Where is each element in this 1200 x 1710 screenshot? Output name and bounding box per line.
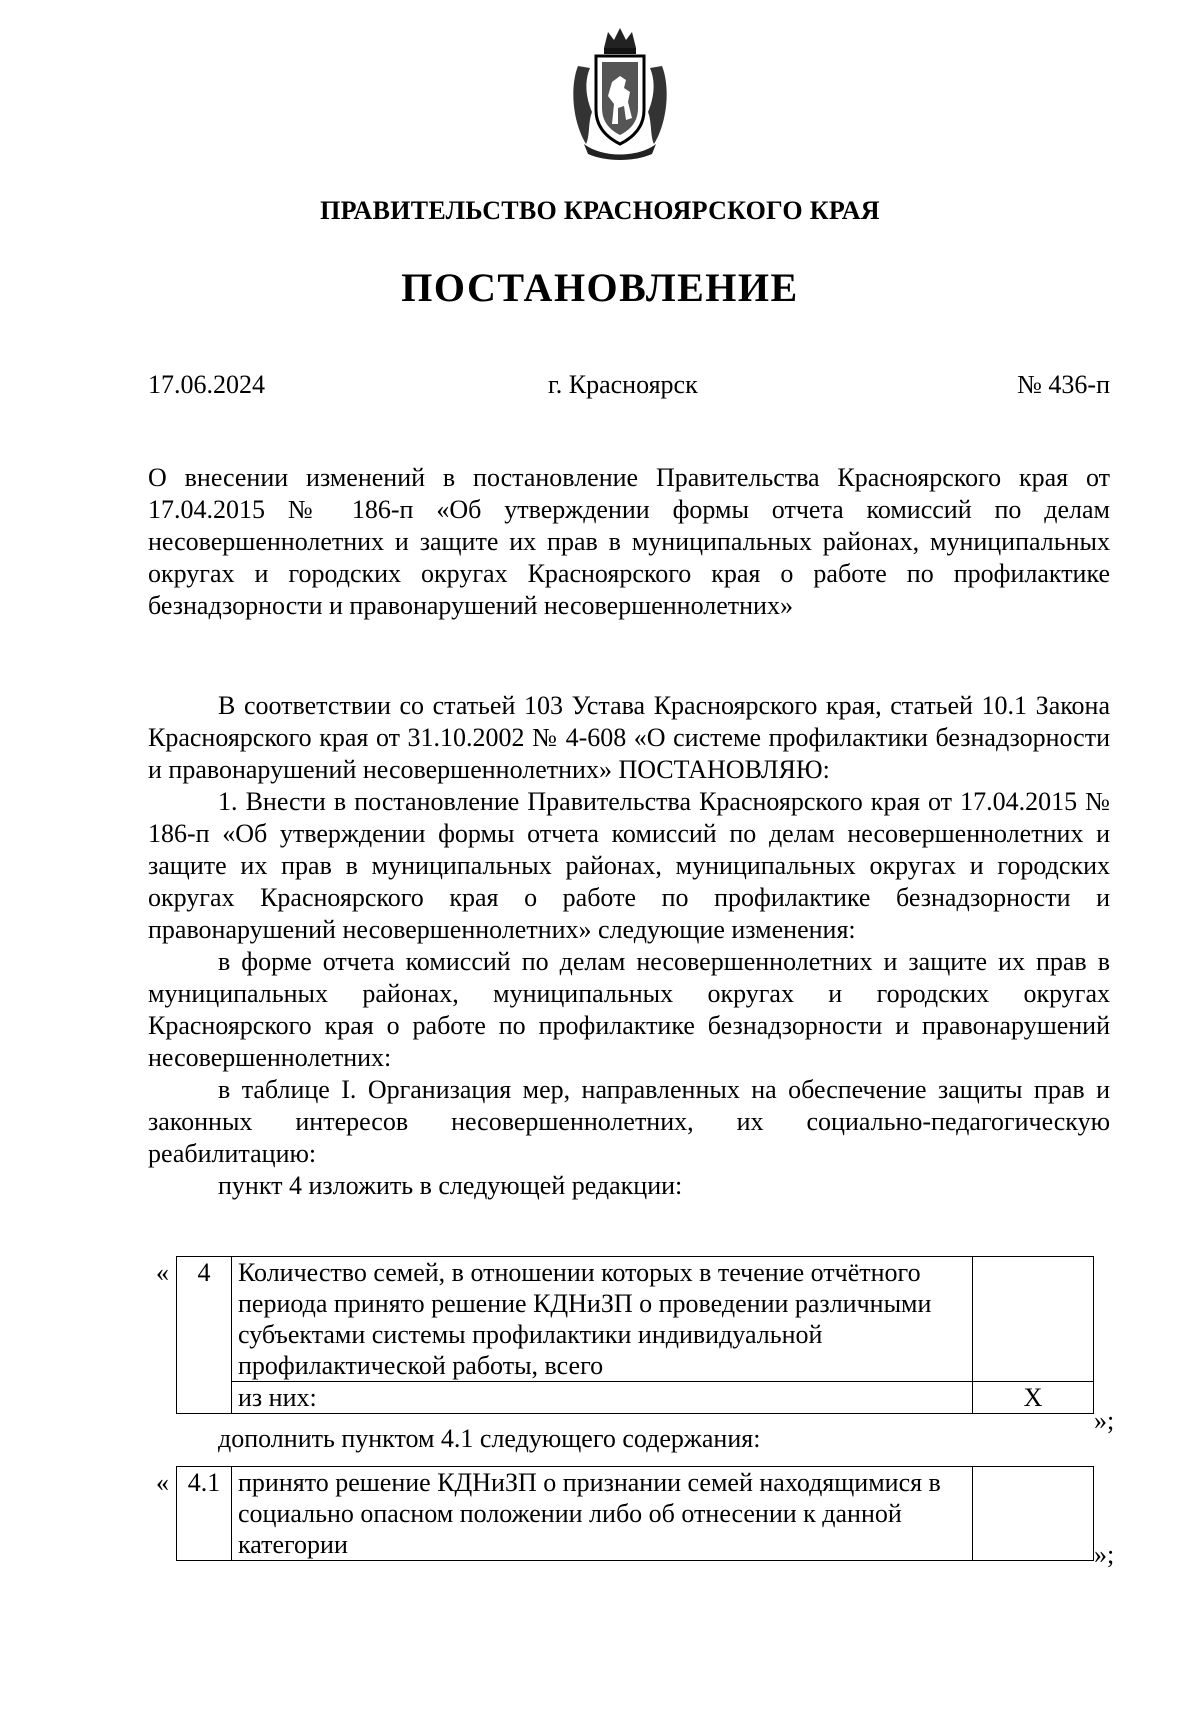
table-1-subtext: из них: [232, 1382, 973, 1414]
point-4-intro: пункт 4 изложить в следующей редакции: [218, 1171, 683, 1200]
table-1-point-text: Количество семей, в отношении которых в течение отчётного периода принято решение КДНиЗП о проведении различными субъектами системы профилактики индивидуальной профилактической работы, всего [232, 1257, 973, 1382]
table-1-value-cell [973, 1257, 1094, 1382]
table-1-point-number: 4 [177, 1257, 232, 1414]
organization-name: ПРАВИТЕЛЬСТВО КРАСНОЯРСКОГО КРАЯ [320, 196, 880, 225]
form-reference-paragraph: в форме отчета комиссий по делам несовершеннолетних и защите их прав в муниципальных районах, муниципальных округах и городских округах Красноярского края о работе по профилактике безнадзорности и правонарушений несовершеннолетних: [148, 947, 1110, 1072]
document-body [148, 690, 1110, 1202]
point-4-1-intro: дополнить пунктом 4.1 следующего содержания: [218, 1424, 761, 1453]
table-2-close-quote: »; [1094, 1540, 1115, 1569]
table-row [177, 1382, 1094, 1414]
document-city: г. Красноярск [548, 370, 698, 399]
table-2-point-text: принято решение КДНиЗП о признании семей находящимися в социально опасном положении либо об отнесении к данной категории [232, 1467, 973, 1561]
document-number: № 436-п [1017, 370, 1110, 399]
table-1-close-quote: »; [1094, 1406, 1115, 1435]
table-2-open-quote: « [156, 1468, 169, 1497]
document-date: 17.06.2024 [148, 370, 265, 399]
item-1-paragraph: 1. Внести в постановление Правительства Красноярского края от 17.04.2015 № 186-п «Об утверждении формы отчета комиссий по делам несовершеннолетних и защите их прав в муниципальных районах, муниципальных округах и городских округах Красноярского края о работе по профилактике безнадзорности и правонарушений несовершеннолетних» следующие изменения: [148, 787, 1110, 944]
amendment-table-point-4 [176, 1256, 1094, 1414]
table-reference-paragraph: в таблице I. Организация мер, направленных на обеспечение защиты прав и законных интересов несовершеннолетних, их социально-педагогическую реабилитацию: [148, 1075, 1110, 1168]
table-2-value-cell [973, 1467, 1094, 1561]
table-row [177, 1467, 1094, 1561]
document-subject: О внесении изменений в постановление Правительства Красноярского края от 17.04.2015 № 186-п «Об утверждении формы отчета комиссий по делам несовершеннолетних и защите их прав в муниципальных районах, муниципальных округах и городских округах Красноярского края о работе по профилактике безнадзорности и правонарушений несовершеннолетних» [148, 463, 1110, 620]
table-2-point-number: 4.1 [177, 1467, 232, 1561]
preamble-paragraph: В соответствии со статьей 103 Устава Красноярского края, статьей 10.1 Закона Красноярского края от 31.10.2002 № 4-608 «О системе профилактики безнадзорности и правонарушений несовершеннолетних» ПОСТАНОВЛЯЮ: [148, 691, 1110, 784]
table-1-sub-value: X [973, 1382, 1094, 1414]
document-type-title: ПОСТАНОВЛЕНИЕ [401, 265, 799, 310]
table-1-open-quote: « [156, 1258, 169, 1287]
table-row [177, 1257, 1094, 1382]
amendment-table-point-4-1 [176, 1466, 1094, 1561]
coat-of-arms-icon [568, 26, 672, 162]
